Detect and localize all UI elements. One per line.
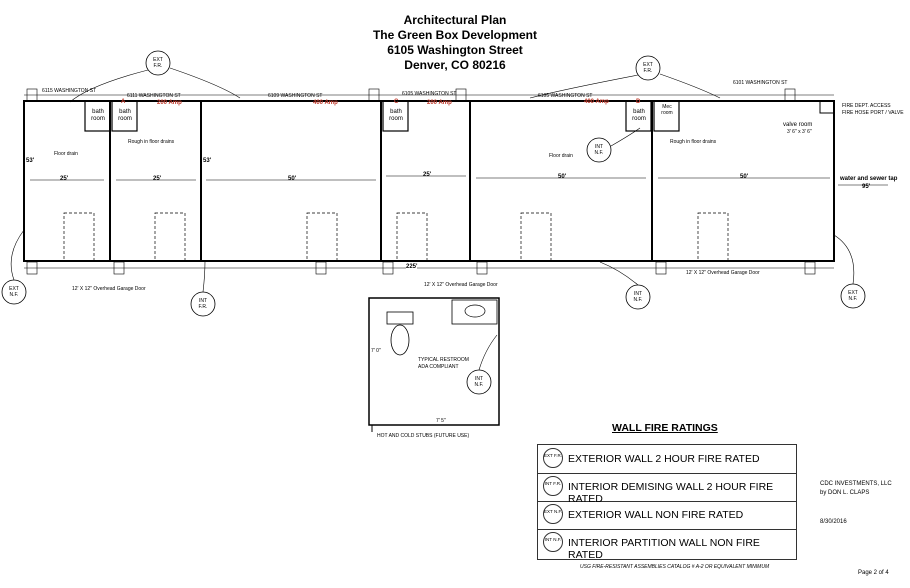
floor-drain-label: Floor drain — [54, 151, 78, 157]
width-dim: 25' — [60, 176, 69, 182]
legend-row — [538, 529, 796, 561]
plan-project: The Green Box Development — [372, 28, 538, 42]
legend-title: WALL FIRE RATINGS — [612, 422, 718, 434]
ext-fr-label: EXT F.R. — [643, 62, 653, 74]
int-nf-label: INT N.F. — [474, 376, 484, 388]
page-number: Page 2 of 4 — [858, 570, 889, 576]
restroom-dim-width: 7' 5" — [436, 418, 446, 424]
width-dim: 50' — [288, 176, 297, 182]
legend-row-text: EXTERIOR WALL 2 HOUR FIRE RATED — [568, 453, 760, 465]
building-outline — [24, 101, 834, 261]
ext-nf-label: EXT N.F. — [848, 290, 858, 302]
plan-date: 8/30/2016 — [820, 519, 847, 525]
amp-rating: 200 Amp — [427, 100, 452, 106]
ext-fr-label: EXT F.R. — [153, 57, 163, 69]
address-label: 6115 WASHINGTON ST — [42, 88, 97, 94]
water-sewer-label: water and sewer tap — [840, 176, 898, 182]
legend-row-text: EXTERIOR WALL NON FIRE RATED — [568, 509, 744, 521]
int-nf-label: INT N.F. — [633, 291, 643, 303]
width-dim: 50' — [740, 174, 749, 180]
width-dim: 25' — [423, 172, 432, 178]
garage-door-label: 12' X 12" Overhead Garage Door — [424, 282, 498, 288]
depth-dim: 53' — [26, 158, 35, 164]
mec-room-label: Mec room — [661, 104, 673, 116]
total-width-dim: 225' — [406, 264, 418, 270]
int-nf-icon: INT N.F. — [543, 532, 563, 552]
plan-title: Architectural Plan — [403, 13, 507, 27]
company-author: by DON L. CLAPS — [820, 490, 870, 496]
company-name: CDC INVESTMENTS, LLC — [820, 481, 892, 487]
legend-row-text: INTERIOR PARTITION WALL NON FIRE RATED — [568, 537, 760, 561]
legend-footnote: USG FIRE-RESISTANT ASSEMBLIES CATALOG # A-2 OR EQUIVALENT MINIMUM — [580, 564, 770, 570]
restroom-stubs: HOT AND COLD STUBS (FUTURE USE) — [377, 433, 470, 439]
unit-letter: A — [121, 99, 126, 105]
amp-rating: 400 Amp — [313, 100, 338, 106]
address-label: 6111 WASHINGTON ST — [127, 93, 181, 99]
bath-room-label: bath room — [118, 109, 132, 122]
ext-nf-icon: EXT N.F. — [543, 504, 563, 524]
amp-rating: 200 Amp — [157, 100, 182, 106]
plan-street: 6105 Washington Street — [387, 43, 523, 57]
garage-door-label: 12' X 12" Overhead Garage Door — [72, 286, 146, 292]
int-nf-label: INT N.F. — [594, 144, 604, 156]
legend-row — [538, 473, 796, 505]
width-dim: 50' — [558, 174, 567, 180]
rough-drain-label: Rough in floor drains — [128, 139, 175, 145]
valve-room-dim: 3' 6" x 3' 6" — [787, 129, 812, 135]
ext-fr-icon: EXT F.R. — [543, 448, 563, 468]
address-label: 6101 WASHINGTON ST — [733, 80, 788, 86]
floor-drain-label: Floor drain — [549, 153, 573, 159]
amp-rating: 400 Amp — [584, 99, 609, 105]
width-dim: 25' — [153, 176, 162, 182]
restroom-title: TYPICAL RESTROOM — [418, 357, 469, 363]
address-label: 6109 WASHINGTON ST — [268, 93, 323, 99]
int-fr-label: INT F.R. — [198, 298, 208, 310]
address-label: 6105 WASHINGTON ST — [402, 91, 457, 97]
unit-letter: D — [636, 99, 641, 105]
depth-dim: 53' — [203, 158, 212, 164]
restroom-subtitle: ADA COMPLIANT — [418, 364, 459, 370]
plan-city: Denver, CO 80216 — [404, 58, 506, 72]
rough-drain-label: Rough in floor drains — [670, 139, 717, 145]
restroom-dim-height: 7' 0" — [371, 348, 381, 354]
water-sewer-dim: 95' — [862, 184, 871, 190]
wall-fire-ratings-table — [537, 444, 797, 560]
address-label: 6105 WASHINGTON ST — [538, 93, 593, 99]
ext-nf-label: EXT N.F. — [9, 286, 19, 298]
legend-row — [538, 445, 796, 474]
fire-hose-label: FIRE HOSE PORT / VALVE — [842, 110, 904, 116]
garage-door-label: 12' X 12" Overhead Garage Door — [686, 270, 760, 276]
valve-room-label: valve room — [783, 122, 813, 128]
int-fr-icon: INT F.R. — [543, 476, 563, 496]
bath-room-label: bath room — [632, 109, 646, 122]
legend-row — [538, 501, 796, 530]
fire-access-label: FIRE DEPT. ACCESS — [842, 103, 891, 109]
valve-room — [820, 101, 834, 113]
unit-letter: C — [394, 99, 399, 105]
bath-room-label: bath room — [389, 109, 403, 122]
bath-room-label: bath room — [91, 109, 105, 122]
legend-row-text: INTERIOR DEMISING WALL 2 HOUR FIRE RATED — [568, 481, 774, 505]
